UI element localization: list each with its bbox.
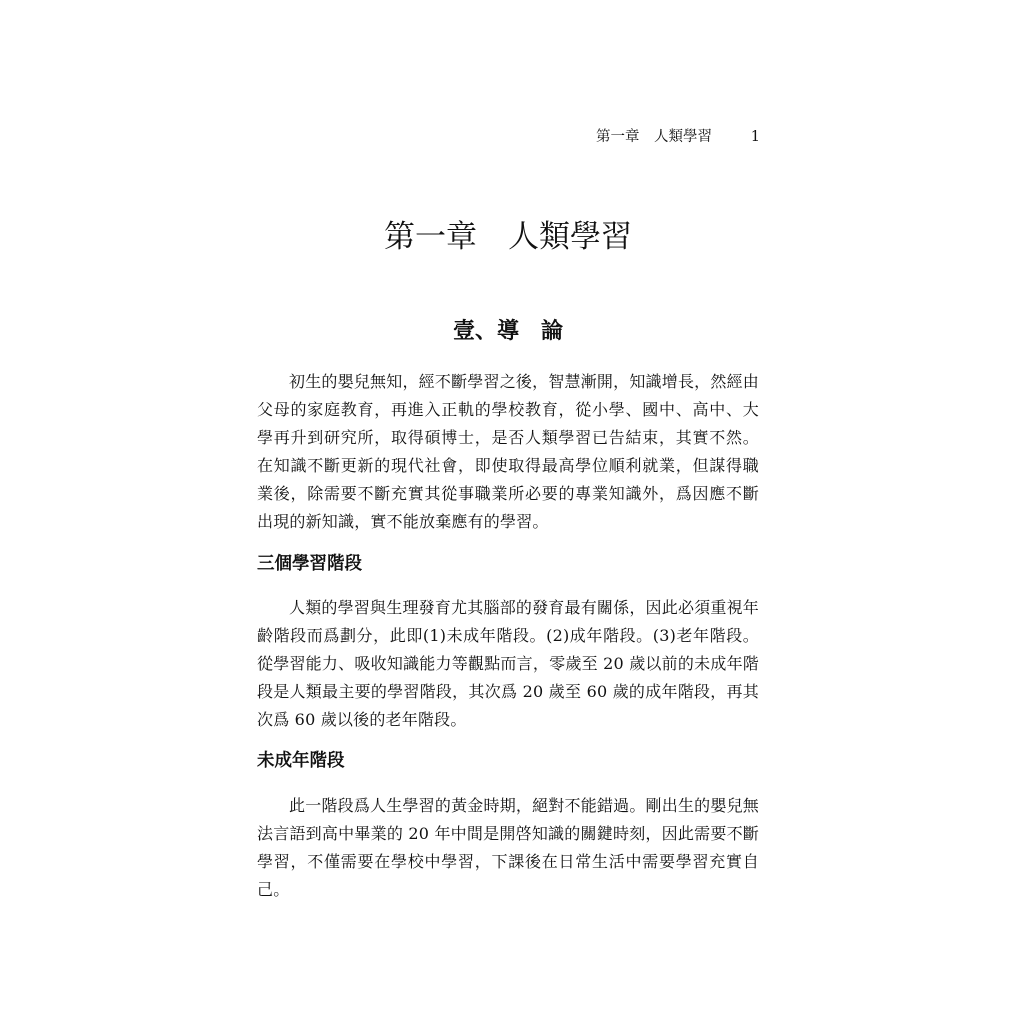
paragraph-text: 此一階段爲人生學習的黃金時期，絕對不能錯過。剛出生的嬰兒無法言語到高中畢業的 20 年中間是開啓知識的關鍵時刻，因此需要不斷學習，不僅需要在學校中學習，下課後在日常生活中需要學習充實自己。 [257,796,759,899]
paragraph-text: 初生的嬰兒無知，經不斷學習之後，智慧漸開，知識增長，然經由父母的家庭教育，再進入正軌的學校教育，從小學、國中、高中、大學再升到研究所，取得碩博士，是否人類學習已告結束，其實不然。在知識不斷更新的現代社會，即使取得最高學位順利就業，但謀得職業後，除需要不斷充實其從事職業所必要的專業知識外，爲因應不斷出現的新知識，實不能放棄應有的學習。 [257,372,759,531]
chapter-title: 第一章 人類學習 [384,219,632,255]
page-number: 1 [750,129,760,145]
paragraph-introduction [257,368,759,536]
paragraph-text: 人類的學習與生理發育尤其腦部的發育最有關係，因此必須重視年齡階段而爲劃分，此即(1)未成年階段。(2)成年階段。(3)老年階段。從學習能力、吸收知識能力等觀點而言，零歲至 20 歲以前的未成年階段是人類最主要的學習階段，其次爲 20 歲至 60 歲的成年階段，再其次爲 60 歲以後的老年階段。 [257,598,759,729]
paragraph-minor-stage [257,792,759,904]
running-header-title: 第一章 人類學習 [596,129,712,145]
section-title: 壹、導 論 [452,319,563,344]
subheading-three-learning-stages: 三個學習階段 [257,554,362,574]
running-header [560,126,760,148]
paragraph-learning-stages [257,594,759,734]
subheading-minor-stage: 未成年階段 [257,751,345,771]
